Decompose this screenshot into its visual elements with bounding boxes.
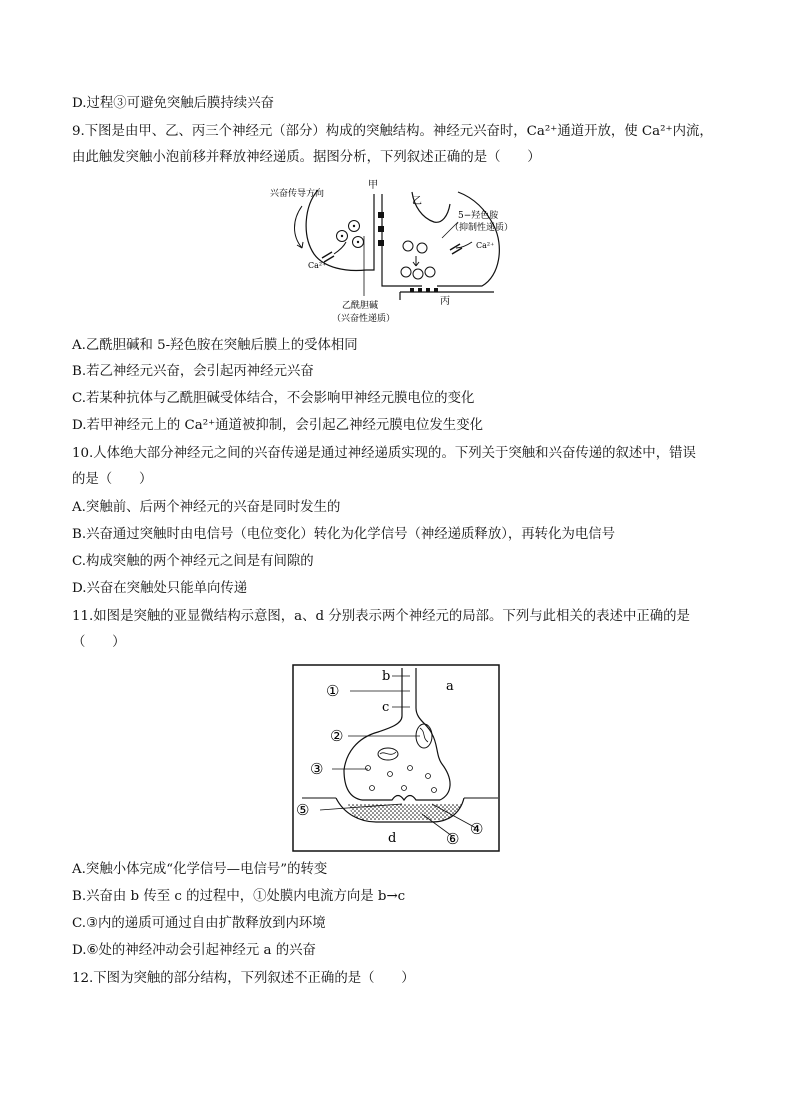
q11-synapse-figure [292,664,500,852]
q11-option-a: A.突触小体完成“化学信号—电信号”的转变 [72,862,328,877]
q12-stem: 12.下图为突触的部分结构，下列叙述不正确的是（ ） [72,971,415,986]
q9-synapse-figure [262,176,532,326]
q10-option-c: C.构成突触的两个神经元之间是有间隙的 [72,554,314,569]
fig9-label-direction: 兴奋传导方向 [270,189,325,199]
q9-stem-line1: 9.下图是由甲、乙、丙三个神经元（部分）构成的突触结构。神经元兴奋时，Ca²⁺通道开放，使 Ca²⁺内流， [72,124,713,139]
fig11-label-c: c [382,700,390,715]
q10-option-d: D.兴奋在突触处只能单向传递 [72,581,248,596]
q11-stem-line1: 11.如图是突触的亚显微结构示意图，a、d 分别表示两个神经元的局部。下列与此相关的表述中正确的是 [72,609,690,624]
fig9-label-ca-right: Ca²⁺ [476,241,495,250]
fig11-label-b: b [382,669,391,684]
fig11-label-6: ⑥ [446,830,460,848]
q9-stem-line2: 由此触发突触小泡前移并释放神经递质。据图分析，下列叙述正确的是（ ） [72,150,541,165]
fig9-label-yi: 乙 [412,196,422,207]
fig11-label-a: a [446,679,454,694]
fig9-label-ach-2: （兴奋性递质） [332,314,396,324]
q11-option-d: D.⑥处的神经冲动会引起神经元 a 的兴奋 [72,943,316,958]
fig9-label-ca-left: Ca²⁺ [308,261,327,270]
fig11-label-5: ⑤ [296,801,310,819]
fig11-label-2: ② [330,727,344,745]
fig9-label-5ht-2: （抑制性递质） [450,223,514,233]
q10-option-a: A.突触前、后两个神经元的兴奋是同时发生的 [72,500,341,515]
fig11-label-d: d [388,831,397,846]
q9-option-a: A.乙酰胆碱和 5-羟色胺在突触后膜上的受体相同 [72,338,358,353]
fig11-label-1: ① [326,682,340,700]
q9-option-d: D.若甲神经元上的 Ca²⁺通道被抑制，会引起乙神经元膜电位发生变化 [72,418,483,433]
q9-option-c: C.若某种抗体与乙酰胆碱受体结合，不会影响甲神经元膜电位的变化 [72,391,475,406]
q10-stem-line2: 的是（ ） [72,472,153,487]
fig11-label-3: ③ [310,760,324,778]
fig9-label-bing: 丙 [440,296,450,307]
fig9-label-5ht-1: 5−羟色胺 [458,211,499,221]
fig9-label-jia: 甲 [368,180,378,191]
q9-option-b: B.若乙神经元兴奋，会引起丙神经元兴奋 [72,364,314,379]
q8-option-d: D.过程③可避免突触后膜持续兴奋 [72,96,274,111]
q10-option-b: B.兴奋通过突触时由电信号（电位变化）转化为化学信号（神经递质释放），再转化为电信号 [72,527,616,542]
q11-option-b: B.兴奋由 b 传至 c 的过程中，①处膜内电流方向是 b→c [72,889,406,904]
q11-stem-line2: （ ） [72,635,126,650]
q10-stem-line1: 10.人体绝大部分神经元之间的兴奋传递是通过神经递质实现的。下列关于突触和兴奋传递的叙述中，错误 [72,446,696,461]
fig11-label-4: ④ [470,820,484,838]
q11-option-c: C.③内的递质可通过自由扩散释放到内环境 [72,916,326,931]
fig9-label-ach-1: 乙酰胆碱 [342,301,379,311]
